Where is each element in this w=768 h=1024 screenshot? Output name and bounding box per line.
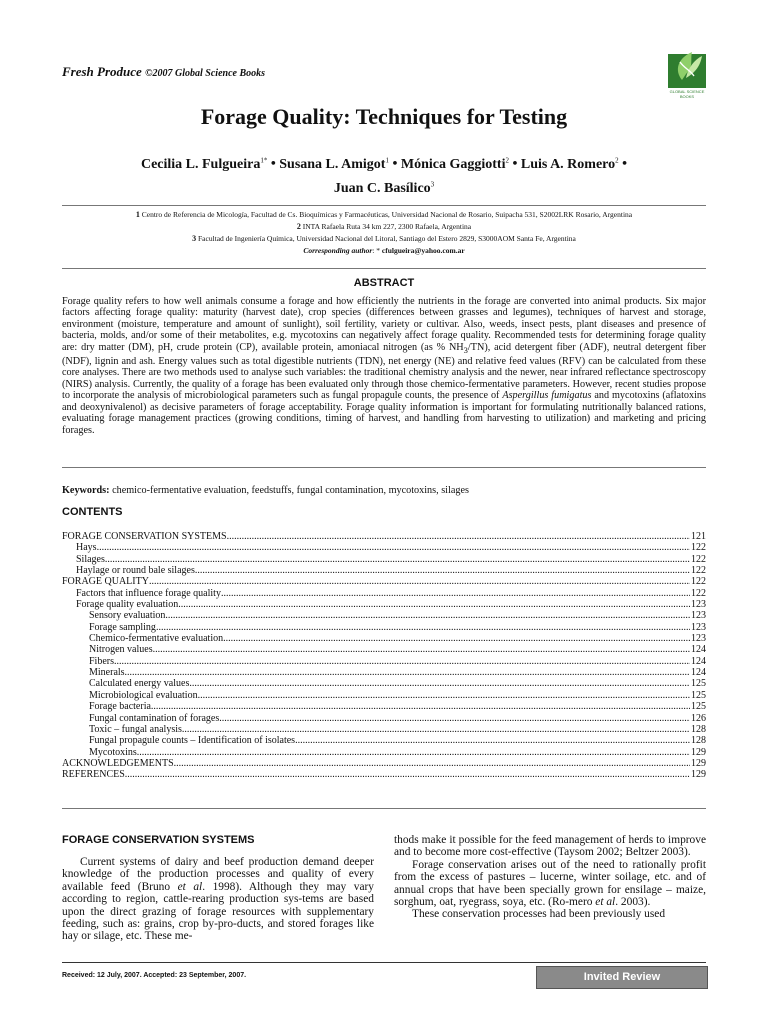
toc-entry-label: Fibers bbox=[89, 655, 114, 667]
author: Susana L. Amigot$^1$ bbox=[279, 156, 389, 172]
body-paragraph: Forage conservation arises out of the need to rationally profit from the excess of pastures – lucerne, winter soilage, etc. and of annual crops that have been specially grown for ensilage – maize, sorghum, oat, ryegrass, soya, etc. (Ro-mero et al. 2003). bbox=[394, 858, 706, 909]
toc-entry-label: Nitrogen values bbox=[89, 644, 153, 656]
affiliation: 3 Facultad de Ingeniería Química, Universidad Nacional del Litoral, Santiago del Estero 2829, S3000AOM Santa Fe, Argentina bbox=[192, 234, 576, 243]
affiliation: 1 Centro de Referencia de Micología, Facultad de Cs. Bioquímicas y Farmacéuticas, Universidad Nacional de Rosario, Suipacha 531, S2002LRK Rosario, Argentina bbox=[135, 210, 633, 219]
author: Juan C. Basílico$^3$ bbox=[333, 180, 435, 197]
toc-entry[interactable] bbox=[62, 758, 706, 769]
body-paragraph: Current systems of dairy and beef production demand deeper knowledge of the production processes and quality of every available feed (Bruno et al. 1998). Although they may vary according to region, cattle-rearing production sys-tems are based upon the direct grazing of forage resources with supplementary feeding, such as: grains, crop by-pro-ducts, and stored forages like hay or silage, etc. These me- bbox=[62, 856, 374, 943]
toc-entry-label: Hays bbox=[76, 542, 97, 554]
toc-leader-dots bbox=[137, 747, 690, 758]
svg-text:GLOBAL SCIENCE: GLOBAL SCIENCE bbox=[669, 89, 705, 94]
toc-entry-label: Chemico-fermentative evaluation bbox=[89, 633, 224, 645]
toc-entry-page: 128 bbox=[691, 723, 706, 735]
toc-entry[interactable] bbox=[62, 690, 706, 701]
divider bbox=[62, 808, 706, 809]
invited-review-badge: Invited Review bbox=[536, 966, 708, 989]
toc-entry-page: 124 bbox=[691, 667, 706, 679]
toc-entry-page: 125 bbox=[691, 701, 706, 713]
author-email-link[interactable]: cfulgueira@yahoo.com.ar bbox=[381, 246, 465, 255]
corresponding-author: Corresponding author: * cfulgueira@yahoo.com.ar bbox=[303, 246, 465, 255]
toc-leader-dots bbox=[114, 656, 690, 667]
toc-entry[interactable] bbox=[62, 610, 706, 621]
toc-leader-dots bbox=[189, 678, 690, 689]
toc-entry-label: Forage bacteria bbox=[89, 701, 151, 713]
toc-entry-label: Minerals bbox=[89, 667, 125, 679]
toc-entry[interactable] bbox=[62, 747, 706, 758]
toc-entry-label: Calculated energy values bbox=[89, 678, 190, 690]
toc-leader-dots bbox=[151, 701, 690, 712]
toc-leader-dots bbox=[97, 542, 690, 553]
divider bbox=[62, 962, 706, 963]
toc-entry-label: FORAGE CONSERVATION SYSTEMS bbox=[62, 531, 227, 542]
toc-leader-dots bbox=[182, 724, 690, 735]
toc-entry-label: Fungal propagule counts – Identification of isolates bbox=[89, 735, 296, 747]
journal-name: Fresh Produce bbox=[62, 64, 142, 79]
toc-entry-label: Forage sampling bbox=[89, 621, 156, 633]
contents-heading: CONTENTS bbox=[62, 506, 123, 518]
toc-leader-dots bbox=[105, 554, 690, 565]
divider bbox=[62, 268, 706, 269]
affiliations bbox=[62, 209, 706, 257]
journal-copyright: ©2007 Global Science Books bbox=[145, 68, 266, 79]
body-left-column bbox=[62, 834, 374, 943]
affiliation: 2 INTA Rafaela Ruta 34 km 227, 2300 Rafaela, Argentina bbox=[296, 222, 472, 231]
toc-entry[interactable] bbox=[62, 576, 706, 587]
author: Mónica Gaggiotti$^2$ bbox=[400, 156, 509, 172]
publisher-logo bbox=[664, 40, 710, 100]
toc-leader-dots bbox=[198, 690, 690, 701]
toc-entry-label: Silages bbox=[76, 553, 105, 565]
paper-title: Forage Quality: Techniques for Testing bbox=[200, 104, 568, 129]
toc-entry-page: 125 bbox=[691, 678, 706, 690]
body-right-column bbox=[394, 834, 706, 921]
author-list: Cecilia L. Fulgueira$^{1*}$ • Susana L. Amigot$^1$ • Mónica Gaggiotti$^2$ • Luis A. Romero$^2$ • Juan C. Basílico$^3$ bbox=[140, 156, 628, 197]
toc-leader-dots bbox=[295, 735, 690, 746]
toc-entry[interactable] bbox=[62, 644, 706, 655]
author: Luis A. Romero$^2$ bbox=[520, 156, 619, 172]
abstract-text: Forage quality refers to how well animals consume a forage and how efficiently the nutrients in the forage are converted into animal products. Six major factors affecting forage quality: maturity (harvest date), crop species (differences between grasses and legumes), techniques of harvest and storage, environment (moisture, temperature and amount of sunlight), soil fertility, variety or cultivar. Also, weeds, insect pests, plant diseases and presence of bacteria, molds, and/or some of their metabolites, e.g. mycotoxins can negatively affect forage quality. Recommended tests for determining forage quality are: dry matter (DM), pH, crude protein (CP), available protein, amoniacal nitrogen (as % $NH_3/TN$), acid detergent fiber (ADF), neutral detergent fiber (NDF), lignin and ash. Energy values such as total digestible nutrients (TDN), net energy (NE) and relative feed values (RFV) can be calculated from these core analyses. There are two methods used to analyse such variables: the traditional chemistry analysis and the newer, near infrared reflectance spectroscopy (NIRS) analysis. Currently, the quality of a forage has been evaluated only through those chemico-fermentative parameters. However, recent studies propose to incorporate the analysis of microbiological parameters such as fungal propagule counts, the presence of Aspergillus fumigatus and mycotoxins (aflatoxins and deoxynivalenol) as decisive parameters of forage acceptability. Forage quality information is important for formulating nutritionally balanced rations, evaluating forage management practices (growing conditions, timing of harvest, and handling from harvesting to utilization) and marketing and pricing forages. bbox=[62, 296, 706, 436]
body-paragraph: These conservation processes had been previously used bbox=[412, 908, 666, 921]
toc-leader-dots bbox=[156, 622, 690, 633]
toc-entry[interactable] bbox=[62, 667, 706, 678]
divider bbox=[62, 205, 706, 206]
toc-entry[interactable] bbox=[62, 678, 706, 689]
toc-entry-page: 122 bbox=[691, 576, 706, 588]
author: Cecilia L. Fulgueira$^{1*}$ bbox=[140, 156, 268, 172]
toc-entry-page: 129 bbox=[691, 769, 706, 781]
toc-entry-label: Mycotoxins bbox=[89, 746, 137, 758]
toc-entry-label: Toxic – fungal analysis bbox=[89, 723, 182, 735]
toc-entry-label: Forage quality evaluation bbox=[76, 599, 179, 611]
toc-entry-page: 129 bbox=[691, 757, 706, 769]
toc-entry[interactable] bbox=[62, 554, 706, 565]
table-of-contents bbox=[62, 531, 706, 781]
toc-entry-page: 126 bbox=[691, 712, 706, 724]
toc-leader-dots bbox=[227, 531, 690, 542]
toc-entry-page: 123 bbox=[691, 633, 706, 645]
toc-entry-label: Haylage or round bale silages bbox=[76, 565, 195, 577]
toc-entry-page: 122 bbox=[691, 565, 706, 577]
toc-entry[interactable] bbox=[62, 633, 706, 644]
toc-entry-label: Sensory evaluation bbox=[89, 610, 166, 622]
toc-entry-page: 122 bbox=[691, 542, 706, 554]
toc-entry-page: 123 bbox=[691, 599, 706, 611]
toc-leader-dots bbox=[149, 576, 690, 587]
toc-leader-dots bbox=[219, 713, 690, 724]
toc-entry[interactable] bbox=[62, 542, 706, 553]
toc-entry[interactable] bbox=[62, 701, 706, 712]
toc-leader-dots bbox=[223, 633, 690, 644]
toc-entry-page: 129 bbox=[691, 746, 706, 758]
toc-entry[interactable] bbox=[62, 724, 706, 735]
toc-leader-dots bbox=[153, 644, 690, 655]
section-heading: FORAGE CONSERVATION SYSTEMS bbox=[62, 834, 255, 846]
toc-entry[interactable] bbox=[62, 588, 706, 599]
keywords-label: Keywords: bbox=[62, 485, 110, 496]
toc-entry-page: 123 bbox=[691, 610, 706, 622]
toc-entry-label: Factors that influence forage quality bbox=[76, 587, 221, 599]
toc-entry-page: 122 bbox=[691, 587, 706, 599]
toc-entry[interactable] bbox=[62, 769, 706, 780]
divider bbox=[62, 467, 706, 468]
keywords-text: chemico-fermentative evaluation, feedstuffs, fungal contamination, mycotoxins, silages bbox=[109, 485, 469, 496]
toc-entry-page: 124 bbox=[691, 644, 706, 656]
toc-leader-dots bbox=[195, 565, 690, 576]
toc-entry[interactable] bbox=[62, 656, 706, 667]
toc-entry[interactable] bbox=[62, 599, 706, 610]
toc-entry[interactable] bbox=[62, 565, 706, 576]
toc-leader-dots bbox=[125, 769, 690, 780]
toc-entry-label: ACKNOWLEDGEMENTS bbox=[62, 757, 174, 769]
toc-entry-page: 128 bbox=[691, 735, 706, 747]
toc-leader-dots bbox=[174, 758, 690, 769]
toc-entry[interactable] bbox=[62, 713, 706, 724]
toc-entry-page: 124 bbox=[691, 655, 706, 667]
journal-header bbox=[62, 64, 265, 80]
toc-leader-dots bbox=[178, 599, 690, 610]
toc-leader-dots bbox=[221, 588, 690, 599]
keywords bbox=[62, 485, 469, 496]
toc-leader-dots bbox=[125, 667, 690, 678]
body-paragraph: thods make it possible for the feed management of herds to improve and to become more cost-effective (Taysom 2002; Beltzer 2003). bbox=[394, 834, 706, 859]
toc-entry-label: Microbiological evaluation bbox=[89, 689, 198, 701]
svg-text:BOOKS: BOOKS bbox=[679, 94, 695, 99]
received-dates: Received: 12 July, 2007. Accepted: 23 September, 2007. bbox=[62, 972, 247, 979]
abstract-heading: ABSTRACT bbox=[353, 277, 415, 289]
toc-entry[interactable] bbox=[62, 531, 706, 542]
toc-entry[interactable] bbox=[62, 735, 706, 746]
toc-entry-label: Fungal contamination of forages bbox=[89, 712, 220, 724]
toc-entry-label: REFERENCES bbox=[62, 769, 125, 781]
toc-entry[interactable] bbox=[62, 622, 706, 633]
leaf-logo-icon bbox=[664, 40, 710, 100]
toc-entry-label: FORAGE QUALITY bbox=[62, 576, 149, 588]
toc-entry-page: 125 bbox=[691, 689, 706, 701]
toc-entry-page: 122 bbox=[691, 553, 706, 565]
toc-leader-dots bbox=[165, 610, 690, 621]
toc-entry-page: 121 bbox=[691, 531, 706, 542]
toc-entry-page: 123 bbox=[691, 621, 706, 633]
